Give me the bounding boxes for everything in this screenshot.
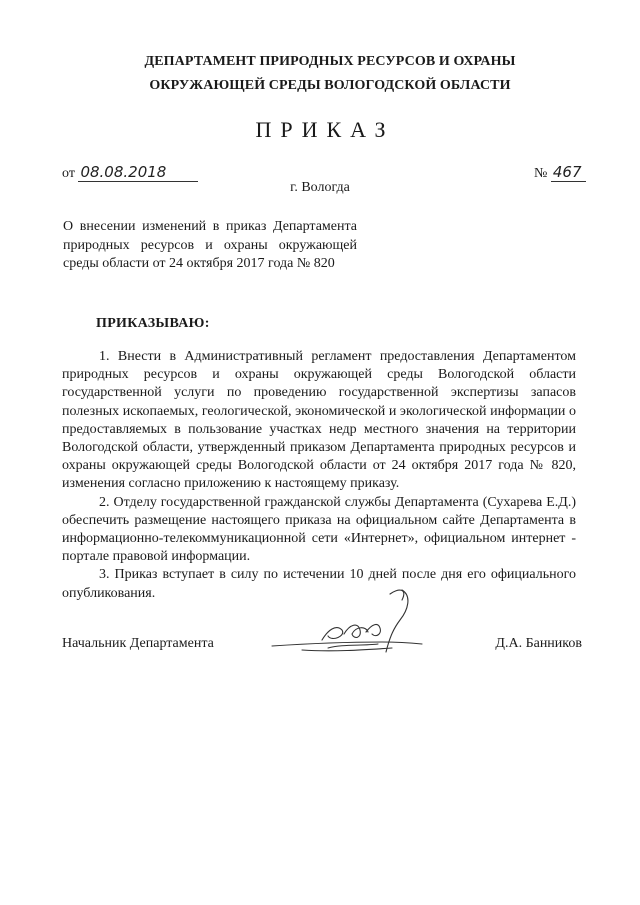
number-prefix: №: [534, 166, 548, 181]
document-body: [62, 348, 576, 603]
document-subject: О внесении изменений в приказ Департамента природных ресурсов и охраны окружающей среды области от 24 октября 2017 года № 820: [63, 219, 357, 271]
date-prefix: от: [62, 166, 75, 181]
signer-position: Начальник Департамента: [62, 636, 214, 651]
paragraph-2: 2. Отделу государственной гражданской службы Департамента (Сухарева Е.Д.) обеспечить размещение настоящего приказа на официальном сайте Департамента в информационно-телекоммуникационной сети «Интернет», официальном интернет - портале правовой информации.: [62, 494, 576, 565]
signer-name: Д.А. Банников: [495, 636, 582, 651]
document-city: г. Вологда: [290, 180, 350, 195]
signature-row: [62, 636, 582, 660]
organization-name-line-1: ДЕПАРТАМЕНТ ПРИРОДНЫХ РЕСУРСОВ И ОХРАНЫ: [144, 54, 516, 69]
handwritten-date: 08.08.2018: [78, 163, 198, 182]
document-type-title: ПРИКАЗ: [255, 117, 395, 142]
paragraph-1: 1. Внести в Административный регламент предоставления Департаментом природных ресурсов и охраны окружающей среды Вологодской области государственной услуги по проведению государственной экспертизы запасов полезных ископаемых, геологической, экономической и экологической информации о предоставляемых в пользование участках недр местного значения на территории Вологодской области, утвержденный приказом Департамента природных ресурсов и охраны окружающей среды Вологодской области от 24 октября 2017 года № 820, изменения согласно приложению к настоящему приказу.: [62, 349, 576, 492]
order-verb-heading: ПРИКАЗЫВАЮ:: [96, 316, 210, 331]
paragraph-3: 3. Приказ вступает в силу по истечении 10 дней после дня его официального опубликования.: [62, 567, 576, 601]
handwritten-number: 467: [551, 163, 586, 182]
organization-name-line-2: ОКРУЖАЮЩЕЙ СРЕДЫ ВОЛОГОДСКОЙ ОБЛАСТИ: [149, 78, 511, 93]
